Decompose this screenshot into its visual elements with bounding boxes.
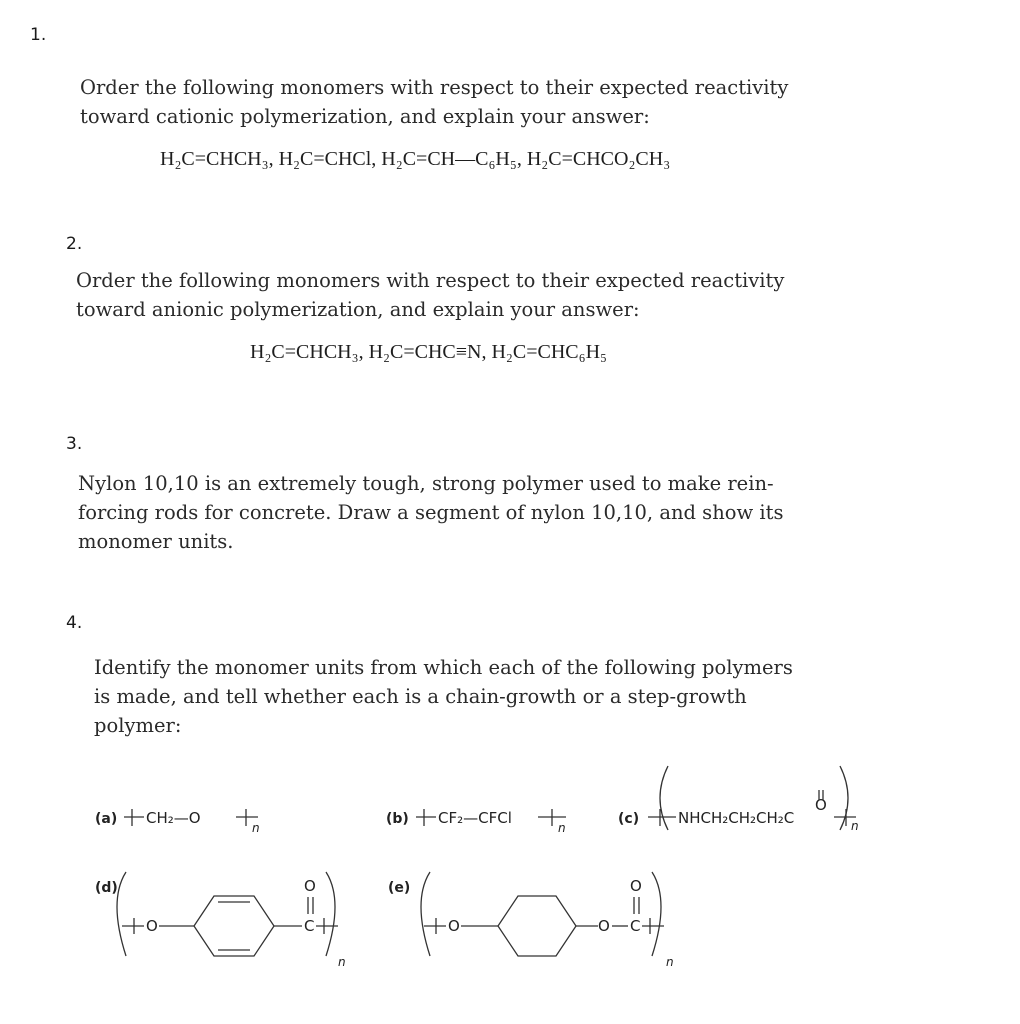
question-2-line-1: Order the following monomers with respect to their expected reactivity bbox=[76, 269, 785, 292]
polymer-e-right-bracket bbox=[652, 872, 661, 956]
polymer-c-right-bracket bbox=[840, 766, 848, 830]
question-2-text bbox=[76, 266, 784, 324]
polymer-a-formula: CH₂—O bbox=[146, 809, 201, 827]
polymer-c-formula: NHCH₂CH₂CH₂C bbox=[678, 809, 795, 827]
polymer-d-right-bracket bbox=[326, 872, 335, 956]
polymer-e-label: (e) bbox=[388, 880, 411, 896]
question-number-4: 4. bbox=[66, 613, 83, 633]
question-2-line-2: toward anionic polymerization, and explain your answer: bbox=[76, 298, 640, 321]
polymer-d-label: (d) bbox=[95, 880, 118, 896]
cyclohexane-ring-icon bbox=[498, 896, 576, 956]
polymer-c-carbonyl-oxygen: O bbox=[815, 796, 827, 814]
polymer-c-left-bracket bbox=[660, 766, 668, 830]
question-1-text bbox=[80, 73, 788, 131]
question-4-text bbox=[94, 653, 793, 740]
benzene-ring-icon bbox=[194, 896, 274, 956]
polymer-e-oxygen-1: O bbox=[448, 917, 460, 935]
question-number-1: 1. bbox=[30, 25, 47, 45]
polymer-b-formula: CF₂—CFCl bbox=[438, 809, 512, 827]
question-3-line-3: monomer units. bbox=[78, 530, 234, 553]
polymer-b-repeat-n: n bbox=[558, 821, 566, 835]
polymer-b-label: (b) bbox=[386, 811, 409, 827]
polymer-e-left-bracket bbox=[421, 872, 430, 956]
polymer-d-carbonyl-oxygen: O bbox=[304, 877, 316, 895]
polymer-d-oxygen: O bbox=[146, 917, 158, 935]
polymer-c bbox=[618, 766, 859, 833]
question-3-line-2: forcing rods for concrete. Draw a segment of nylon 10,10, and show its bbox=[78, 501, 784, 524]
polymer-c-repeat-n: n bbox=[851, 819, 859, 833]
polymer-a-label: (a) bbox=[95, 811, 118, 827]
polymer-d-carbon: C bbox=[304, 917, 315, 935]
polymer-e-repeat-n: n bbox=[666, 955, 674, 969]
question-number-3: 3. bbox=[66, 434, 83, 454]
polymer-structures bbox=[0, 760, 1020, 1020]
polymer-d-left-bracket bbox=[117, 872, 126, 956]
question-number-2: 2. bbox=[66, 234, 83, 254]
polymer-a bbox=[95, 809, 260, 835]
polymer-e-carbon: C bbox=[630, 917, 641, 935]
question-1-line-1: Order the following monomers with respect to their expected reactivity bbox=[80, 76, 789, 99]
question-1-line-2: toward cationic polymerization, and explain your answer: bbox=[80, 105, 650, 128]
question-4-line-3: polymer: bbox=[94, 714, 182, 737]
polymer-e-carbonyl-oxygen: O bbox=[630, 877, 642, 895]
question-1-formula: H₂C=CHCH₃, H₂C=CHCl, H₂C=CH—C₆H₅, H₂C=CHCO₂CH₃ bbox=[160, 148, 671, 170]
polymer-b bbox=[386, 809, 566, 835]
polymer-e-oxygen-2: O bbox=[598, 917, 610, 935]
question-4-line-2: is made, and tell whether each is a chain-growth or a step-growth bbox=[94, 685, 747, 708]
question-4-line-1: Identify the monomer units from which each of the following polymers bbox=[94, 656, 793, 679]
polymer-e bbox=[388, 872, 674, 969]
polymer-a-repeat-n: n bbox=[252, 821, 260, 835]
question-3-text bbox=[78, 469, 783, 556]
question-3-line-1: Nylon 10,10 is an extremely tough, strong polymer used to make rein- bbox=[78, 472, 774, 495]
polymer-d bbox=[95, 872, 346, 969]
polymer-d-repeat-n: n bbox=[338, 955, 346, 969]
question-2-formula: H₂C=CHCH₃, H₂C=CHC≡N, H₂C=CHC₆H₅ bbox=[250, 341, 608, 363]
polymer-c-label: (c) bbox=[618, 811, 640, 827]
